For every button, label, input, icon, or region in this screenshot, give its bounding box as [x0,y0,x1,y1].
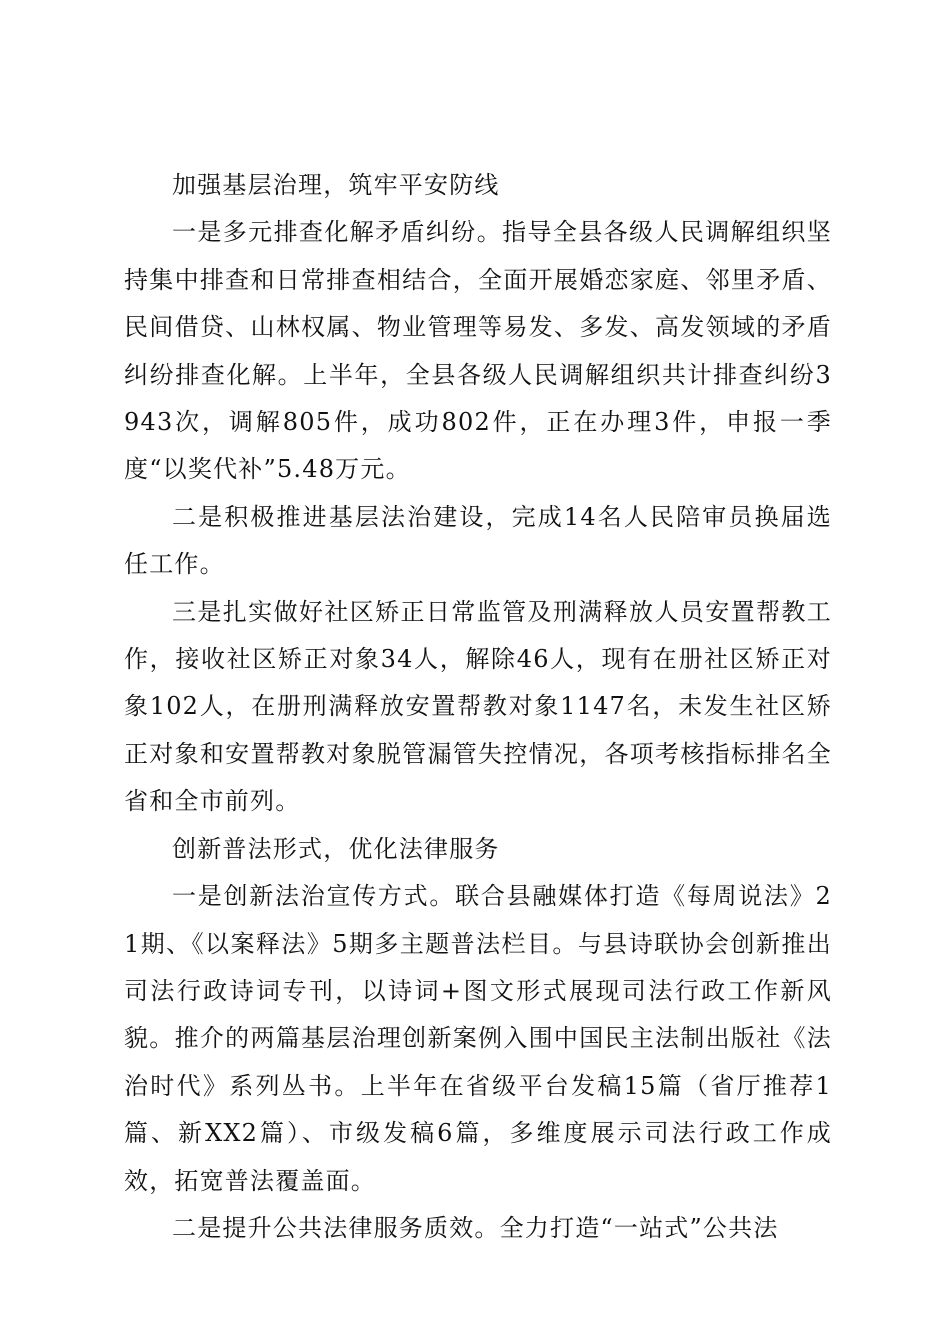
paragraph-dispute-resolution: 一是多元排查化解矛盾纠纷。指导全县各级人民调解组织坚持集中排查和日常排查相结合，全面开展婚恋家庭、邻里矛盾、民间借贷、山林权属、物业管理等易发、多发、高发领域的矛盾纠纷排查化解。上半年，全县各级人民调解组织共计排查纠纷3943次，调解805件，成功802件，正在办理3件，申报一季度“以奖代补”5.48万元。 [124,218,832,484]
paragraph-legal-publicity: 一是创新法治宣传方式。联合县融媒体打造《每周说法》21期、《以案释法》5期多主题普法栏目。与县诗联协会创新推出司法行政诗词专刊，以诗词+图文形式展现司法行政工作新风貌。推介的两篇基层治理创新案例入围中国民主法制出版社《法治时代》系列丛书。上半年在省级平台发稿15篇（省厅推荐1篇、新XX2篇）、市级发稿6篇，多维度展示司法行政工作成效，拓宽普法覆盖面。 [124,882,832,1195]
section-heading-legal-services: 创新普法形式，优化法律服务 [172,834,500,863]
paragraph-rule-of-law-building: 二是积极推进基层法治建设，完成14名人民陪审员换届选任工作。 [124,502,832,579]
paragraph-community-correction: 三是扎实做好社区矫正日常监管及刑满释放人员安置帮教工作，接收社区矫正对象34人，解除46人，现有在册社区矫正对象102人，在册刑满释放安置帮教对象1147名，未发生社区矫正对象和安置帮教对象脱管漏管失控情况，各项考核指标排名全省和全市前列。 [124,597,832,816]
paragraph-public-legal-services: 二是提升公共法律服务质效。全力打造“一站式”公共法 [172,1213,779,1242]
document-page [124,162,832,1252]
section-heading-grassroots-governance: 加强基层治理，筑牢平安防线 [172,171,500,199]
